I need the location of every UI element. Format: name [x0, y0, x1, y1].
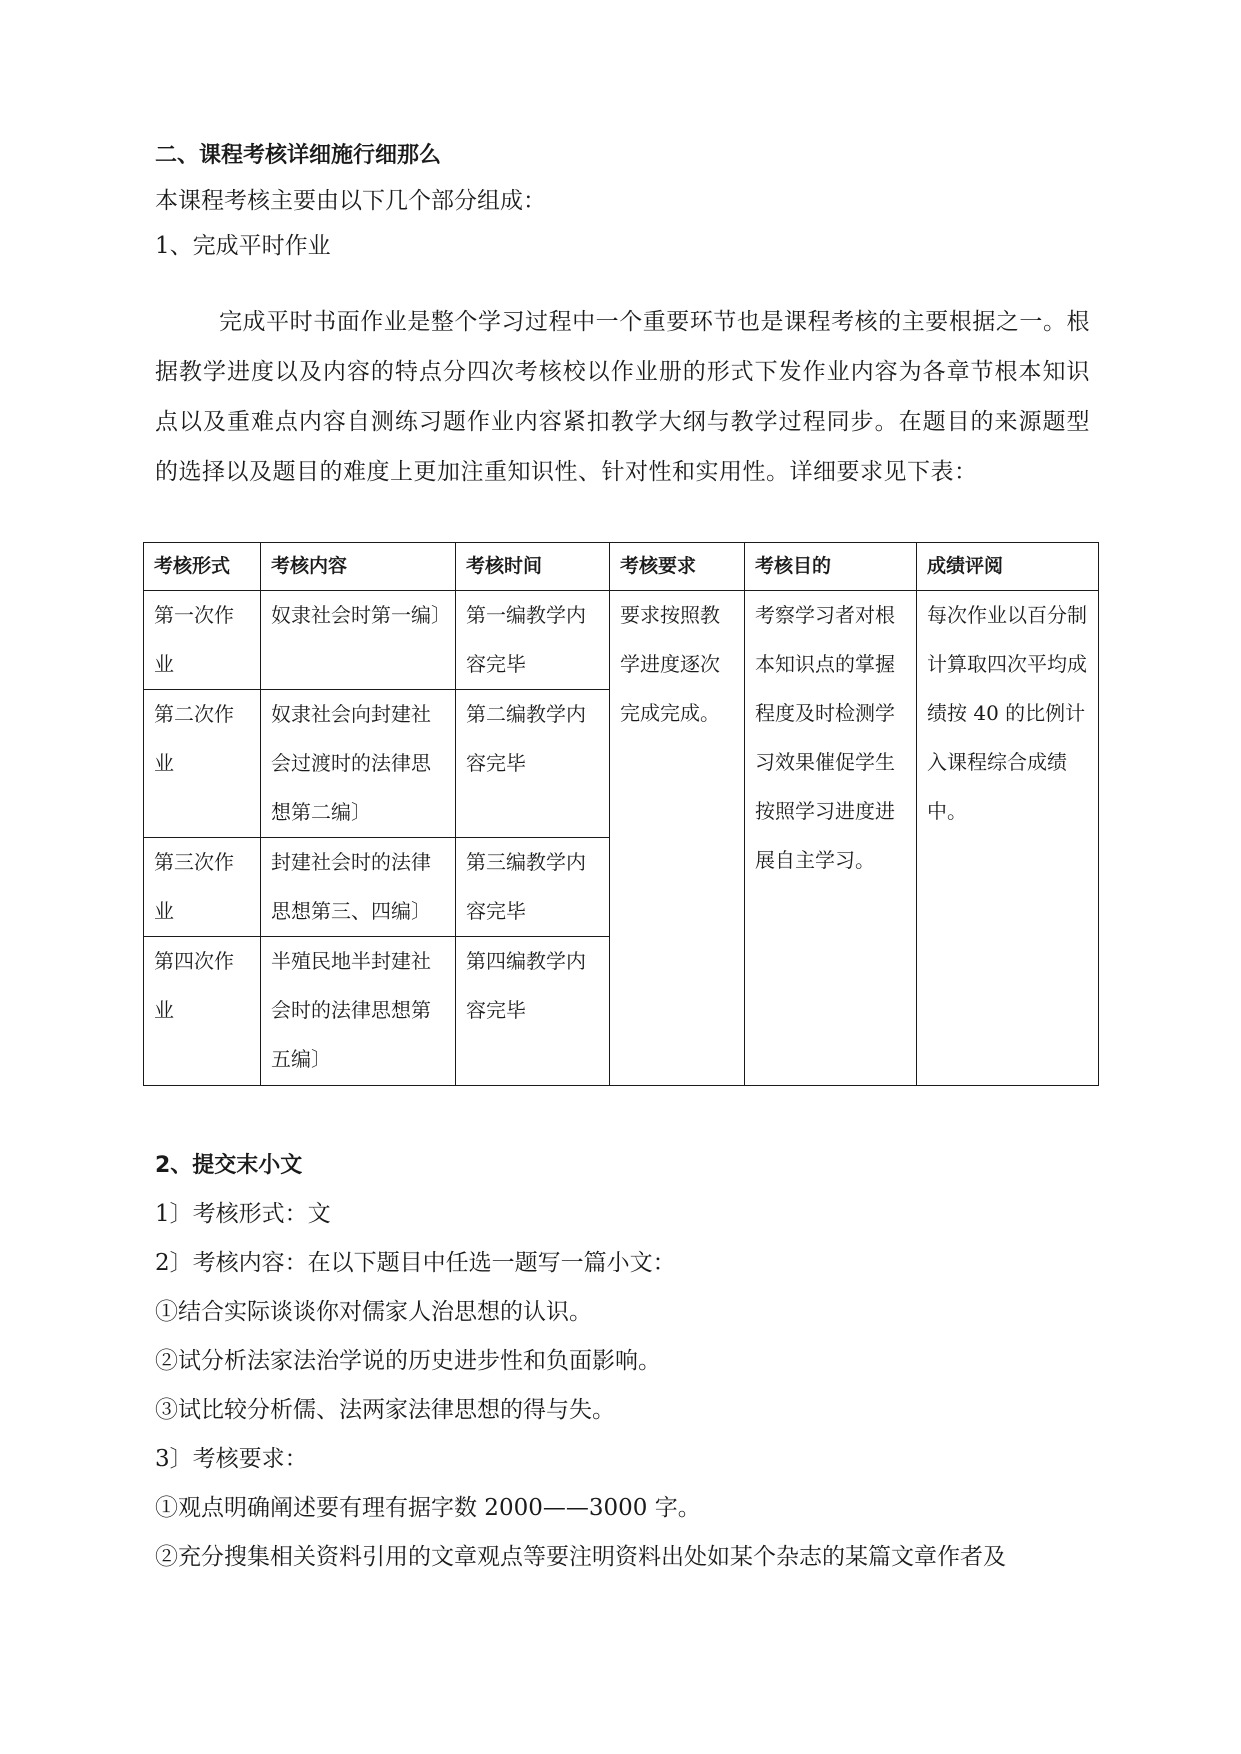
item2-line: ①观点明确阐述要有理有据字数 2000——3000 字。 [155, 1495, 701, 1521]
cell-content: 封建社会时的法律思想第三、四编〕 [261, 838, 456, 937]
item2-line: ③试比较分析儒、法两家法律思想的得与失。 [155, 1397, 615, 1423]
cell-requirement: 要求按照教学进度逐次完成完成。 [610, 591, 745, 1086]
assessment-table [143, 542, 1099, 1086]
cell-content: 半殖民地半封建社会时的法律思想第五编〕 [261, 937, 456, 1086]
cell-time: 第二编教学内容完毕 [456, 690, 610, 838]
cell-time: 第四编教学内容完毕 [456, 937, 610, 1086]
cell-time: 第一编教学内容完毕 [456, 591, 610, 690]
item2-line: ①结合实际谈谈你对儒家人治思想的认识。 [155, 1299, 592, 1325]
cell-form: 第一次作业 [144, 591, 261, 690]
header-requirement: 考核要求 [610, 543, 745, 591]
header-purpose: 考核目的 [745, 543, 917, 591]
header-form: 考核形式 [144, 543, 261, 591]
cell-form: 第二次作业 [144, 690, 261, 838]
item2-line: ②充分搜集相关资料引用的文章观点等要注明资料出处如某个杂志的某篇文章作者及 [155, 1544, 1006, 1570]
item2-line: 3〕考核要求： [155, 1446, 308, 1472]
section-heading: 二、课程考核详细施行细那么 [155, 143, 442, 168]
cell-form: 第三次作业 [144, 838, 261, 937]
cell-content: 奴隶社会时第一编〕 [261, 591, 456, 690]
item2-heading: 2、提交末小文 [155, 1153, 303, 1178]
cell-purpose: 考察学习者对根本知识点的掌握程度及时检测学习效果催促学生按照学习进度进展自主学习。 [745, 591, 917, 1086]
item2-line: ②试分析法家法治学说的历史进步性和负面影响。 [155, 1348, 661, 1374]
table-row [144, 591, 1099, 690]
header-grading: 成绩评阅 [917, 543, 1099, 591]
header-content: 考核内容 [261, 543, 456, 591]
item1-heading: 1、完成平时作业 [155, 233, 331, 259]
cell-form: 第四次作业 [144, 937, 261, 1086]
cell-time: 第三编教学内容完毕 [456, 838, 610, 937]
table-header-row [144, 543, 1099, 591]
header-time: 考核时间 [456, 543, 610, 591]
cell-content: 奴隶社会向封建社会过渡时的法律思想第二编〕 [261, 690, 456, 838]
item1-paragraph: 完成平时书面作业是整个学习过程中一个重要环节也是课程考核的主要根据之一。根据教学进度以及内容的特点分四次考核校以作业册的形式下发作业内容为各章节根本知识点以及重难点内容自测练习题作业内容紧扣教学大纲与教学过程同步。在题目的来源题型的选择以及题目的难度上更加注重知识性、针对性和实用性。详细要求见下表： [155, 309, 1090, 485]
intro-line: 本课程考核主要由以下几个部分组成： [155, 188, 546, 214]
cell-grading: 每次作业以百分制计算取四次平均成绩按 40 的比例计入课程综合成绩中。 [917, 591, 1099, 1086]
item2-line: 2〕考核内容：在以下题目中任选一题写一篇小文： [155, 1250, 676, 1276]
item2-line: 1〕考核形式：文 [155, 1201, 331, 1227]
